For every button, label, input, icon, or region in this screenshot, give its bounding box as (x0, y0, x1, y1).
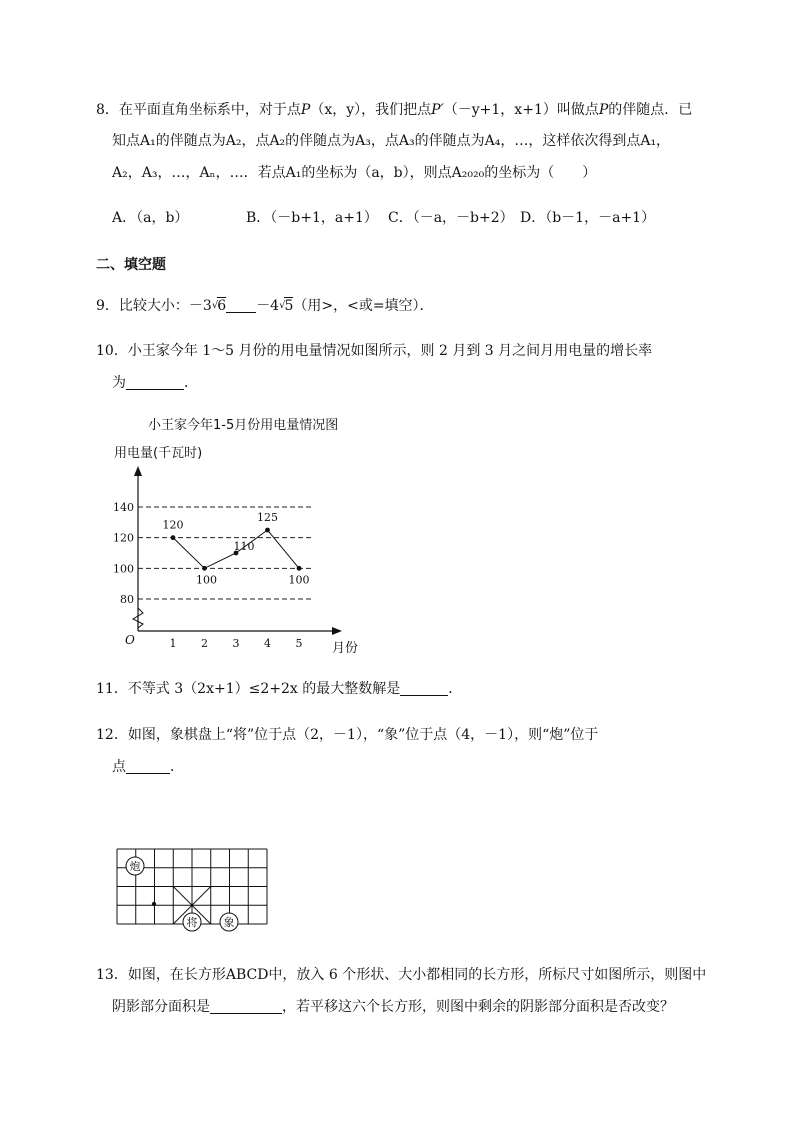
chart-data-point (265, 528, 270, 533)
svg-text:将: 将 (186, 916, 198, 929)
sqrt-icon: √ (211, 300, 219, 311)
q12-answer-blank[interactable] (126, 759, 170, 774)
q13-line2: 阴影部分面积是 ，若平移这六个长方形，则图中剩余的阴影部分面积是否改变？ (112, 999, 674, 1015)
chart-y-tick-label: 100 (113, 562, 134, 576)
piece-jiang (183, 913, 201, 931)
chart-data-label: 120 (162, 518, 184, 532)
q12-number: 12． (96, 727, 128, 743)
q9-answer-blank[interactable] (226, 298, 256, 313)
chart-x-axis-label: 月份 (332, 641, 358, 656)
q9-line: 9．比较大小：－3√6 －4√5（用>，<或=填空）． (96, 298, 434, 314)
piece-xiang (220, 913, 238, 931)
chart-data-label: 125 (257, 511, 278, 524)
piece-pao (126, 857, 144, 875)
q13-line1: 13．如图，在长方形ABCD中，放入 6 个形状、大小都相同的长方形，所标尺寸如图所示，则图中 (96, 967, 707, 983)
chart-y-tick-label: 120 (113, 531, 134, 545)
chart-data-label: 100 (196, 573, 217, 587)
q11-line: 11．不等式 3（2x+1）≤2+2x 的最大整数解是 ． (96, 681, 463, 697)
chess-board-diagram (108, 838, 273, 938)
q11-number: 11． (96, 681, 128, 697)
chart-y-axis-label: 用电量(千瓦时) (114, 446, 203, 461)
board-point-dot (152, 902, 156, 906)
q8-option-b: B．（－b+1，a+1） (246, 210, 378, 226)
electricity-usage-line-chart (108, 412, 358, 658)
q8-number: 8． (96, 102, 119, 118)
chart-x-tick-label: 5 (295, 637, 303, 650)
q8-option-a: A．（a，b） (112, 210, 189, 226)
sqrt-icon: √ (279, 300, 286, 311)
q12-line1: 12．如图，象棋盘上“将”位于点（2，－1），“象”位于点（4，－1），则“炮”位于 (96, 727, 599, 743)
q13-answer-blank[interactable] (210, 999, 282, 1014)
chart-x-tick-label: 4 (264, 637, 271, 650)
chart-y-tick-label: 80 (120, 593, 134, 606)
q12-line2: 点 ． (112, 759, 184, 775)
chart-data-point (171, 535, 176, 540)
q8-line3: A₂，A₃，…，Aₙ，…．若点A₁的坐标为（a，b），则点A₂₀₂₀的坐标为（ ） (112, 165, 597, 181)
chart-x-tick-label: 1 (169, 637, 177, 650)
q11-answer-blank[interactable] (400, 681, 448, 696)
q13-number: 13． (96, 967, 128, 983)
chart-y-tick-label: 140 (113, 501, 134, 514)
chart-data-label: 110 (233, 540, 255, 553)
q8-line2: 知点A₁的伴随点为A₂，点A₂的伴随点为A₃，点A₃的伴随点为A₄，…，这样依次得到点A₁， (112, 133, 671, 149)
chart-x-tick-label: 3 (232, 637, 240, 650)
svg-text:象: 象 (223, 916, 235, 929)
chart-title: 小王家今年1-5月份用电量情况图 (148, 418, 339, 433)
chart-x-axis-arrow (332, 627, 342, 635)
chart-origin-label: O (125, 633, 135, 647)
q8-option-d: D．（b－1，－a+1） (520, 210, 656, 226)
q10-line1: 10．小王家今年 1～5 月份的用电量情况如图所示，则 2 月到 3 月之间月用电量的增长率 (96, 343, 653, 359)
q8-line1: 8．在平面直角坐标系中，对于点P（x，y），我们把点P′（－y+1，x+1）叫做点P的伴随点．已 (96, 102, 693, 118)
chart-data-label: 100 (288, 573, 310, 587)
q10-number: 10． (96, 343, 128, 359)
chart-data-point (297, 566, 302, 571)
section-heading-fill-in: 二、填空题 (96, 257, 166, 273)
chart-y-axis-arrow (134, 466, 142, 476)
q10-answer-blank[interactable] (126, 375, 184, 390)
svg-text:炮: 炮 (129, 860, 141, 873)
q8-option-c: C．（－a，－b+2） (388, 210, 514, 226)
q10-line2: 为 ． (112, 375, 198, 391)
q9-number: 9． (96, 298, 119, 314)
chart-x-tick-label: 2 (201, 637, 208, 650)
chart-data-point (202, 566, 207, 571)
